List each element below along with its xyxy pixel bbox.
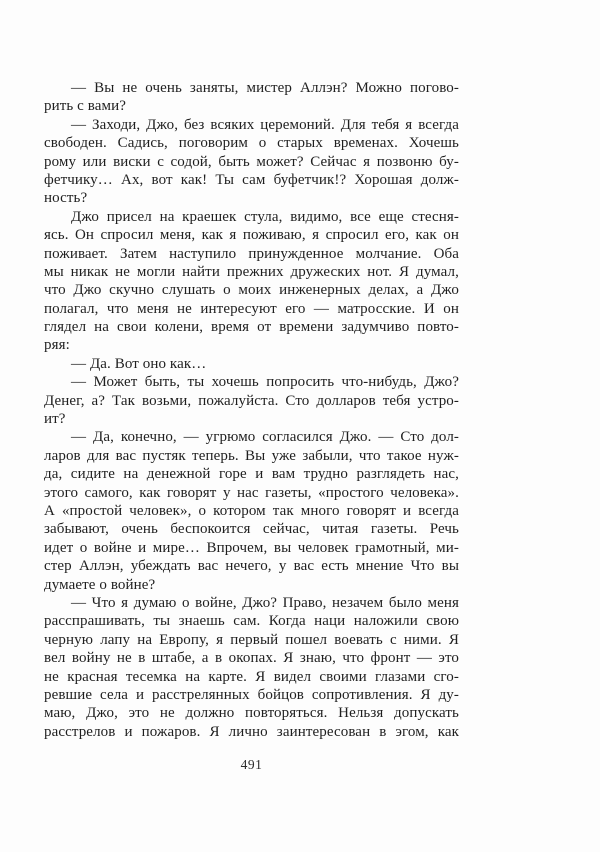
text-line: вел войну не в штабе, а в окопах. Я знаю, что фронт — это xyxy=(44,650,459,667)
text-line: мы никак не могли найти прежних дружеских нот. Я думал, xyxy=(44,263,459,280)
text-line: ряя: xyxy=(44,337,70,354)
text-line: маю, Джо, это не должно повторяться. Нельзя допускать xyxy=(44,705,459,722)
paragraph xyxy=(44,79,459,116)
paragraph xyxy=(44,428,459,594)
text-line: да, сидите на денежной горе и вам трудно разглядеть нас, xyxy=(44,466,459,483)
text-line: ларов для вас пустяк теперь. Вы уже забыли, что такое нуж- xyxy=(44,447,459,464)
text-line: думаете о войне? xyxy=(44,576,156,593)
text-line: расспрашивать, ты знаешь сам. Когда наци наложили свою xyxy=(44,613,459,630)
text-line: — Да. Вот оно как… xyxy=(71,355,207,372)
text-block xyxy=(44,79,459,741)
text-line: — Что я думаю о войне, Джо? Право, незачем было меня xyxy=(71,594,459,611)
text-line: ит? xyxy=(44,411,66,428)
text-line: Джо присел на краешек стула, видимо, все еще стесня- xyxy=(71,208,459,225)
text-line: свободен. Садись, поговорим о старых временах. Хочешь xyxy=(44,135,459,152)
text-line: рому или виски с содой, быть может? Сейчас я позвоню бу- xyxy=(44,153,459,170)
paragraph xyxy=(44,116,459,208)
text-line: — Может быть, ты хочешь попросить что-нибудь, Джо? xyxy=(71,374,459,391)
text-line: ясь. Он спросил меня, как я поживаю, я спросил его, как он xyxy=(44,227,459,244)
text-line: фетчику… Ах, вот как! Ты сам буфетчик!? Хорошая долж- xyxy=(44,171,459,188)
text-line: черную лапу на Европу, я первый пошел воевать с ними. Я xyxy=(44,631,459,648)
text-line: — Заходи, Джо, без всяких церемоний. Для тебя я всегда xyxy=(71,116,459,133)
text-line: не красная тесемка на карте. Я видел своими глазами сго- xyxy=(44,668,459,685)
text-line: поживает. Затем наступило принужденное молчание. Оба xyxy=(44,245,459,262)
text-line: этого самого, как говорят у нас газеты, «простого человека». xyxy=(44,484,459,501)
text-line: А «простой человек», о котором так много говорят и всегда xyxy=(44,502,459,519)
text-line: — Вы не очень заняты, мистер Аллэн? Можно погово- xyxy=(71,80,459,96)
paragraph xyxy=(44,373,459,428)
text-line: полагал, что меня не интересуют его — матросские. И он xyxy=(44,300,459,317)
text-line: глядел на свои колени, время от времени задумчиво повто- xyxy=(44,319,459,336)
text-line: ревшие села и расстрелянных бойцов сопротивления. Я ду- xyxy=(44,686,459,703)
text-line: идет о войне и мире… Впрочем, вы человек грамотный, ми- xyxy=(44,539,459,556)
text-line: ность? xyxy=(44,190,88,207)
paragraph xyxy=(44,208,459,355)
text-line: стер Аллэн, убеждать вас нечего, у вас есть мнение Что вы xyxy=(44,558,459,575)
paragraph xyxy=(44,355,459,373)
text-line: рить с вами? xyxy=(44,98,127,115)
text-line: Денег, а? Так возьми, пожалуйста. Сто долларов тебя устро- xyxy=(44,392,459,409)
text-line: — Да, конечно, — угрюмо согласился Джо. — Сто дол- xyxy=(71,429,459,446)
paragraph xyxy=(44,594,459,741)
text-line: расстрелов и пожаров. Я лично заинтересован в эгом, как xyxy=(44,723,459,740)
text-line: что Джо скучно слушать о моих инженерных делах, а Джо xyxy=(44,282,459,299)
text-line: забывают, очень беспокоится сейчас, читая газеты. Речь xyxy=(44,521,459,538)
page-number: 491 xyxy=(240,757,263,772)
